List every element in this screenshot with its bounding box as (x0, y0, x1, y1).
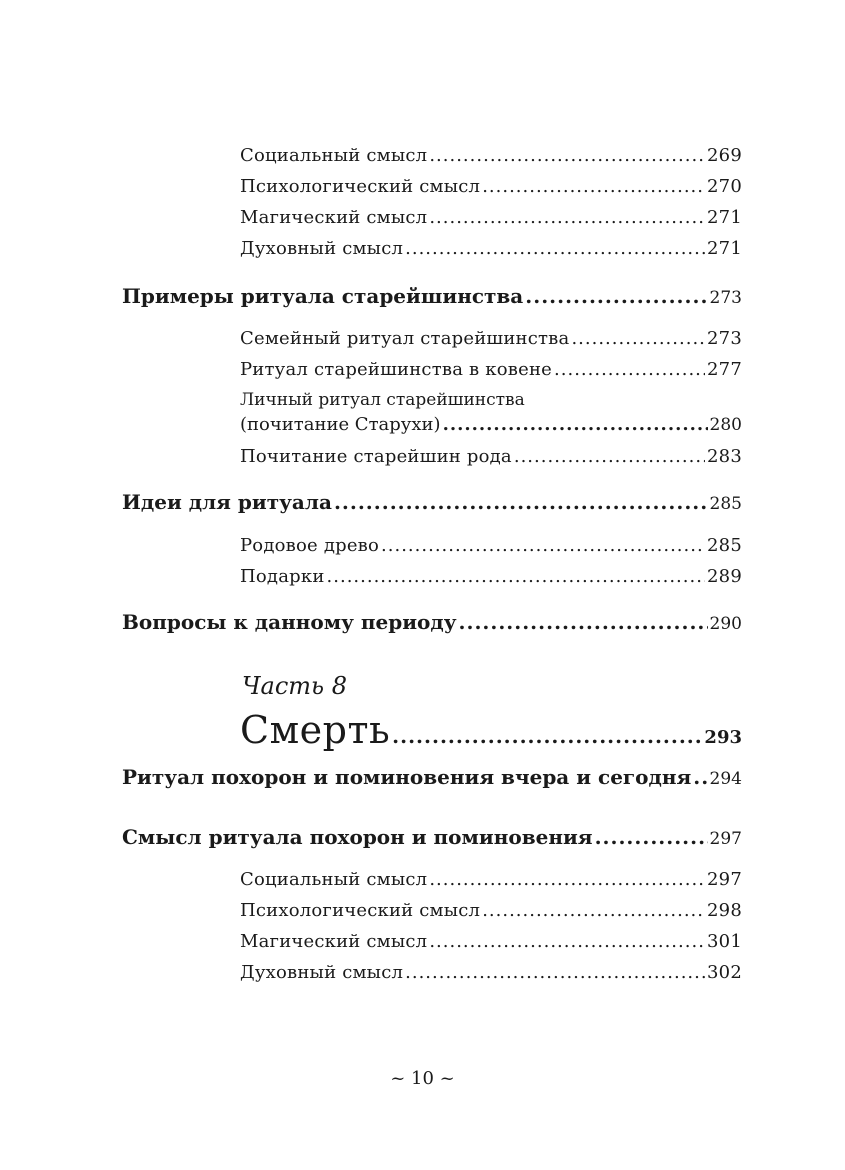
toc-entry[interactable] (240, 869, 742, 890)
toc-section[interactable] (122, 610, 742, 634)
leader-dots (429, 207, 705, 228)
toc-entry[interactable] (240, 328, 742, 349)
leader-dots (429, 145, 705, 166)
toc-entry[interactable] (240, 962, 742, 983)
toc-entry-page: 283 (707, 446, 742, 467)
toc-entry-page: 270 (707, 176, 742, 197)
toc-entry-title: Магический смысл (240, 931, 428, 952)
toc-entry[interactable] (240, 145, 742, 166)
leader-dots (429, 931, 705, 952)
toc-entry-title: Психологический смысл (240, 900, 481, 921)
leader-dots (595, 825, 708, 849)
toc-section-page: 273 (709, 288, 742, 308)
toc-section[interactable] (122, 765, 742, 789)
leader-dots (459, 610, 708, 634)
leader-dots (482, 900, 705, 921)
toc-entry-title: Магический смысл (240, 207, 428, 228)
toc-entry-page: 273 (707, 328, 742, 349)
toc-entry-title: Ритуал старейшинства в ковене (240, 359, 553, 380)
leader-dots (525, 284, 707, 308)
toc-entry-page: 285 (707, 535, 742, 556)
leader-dots (405, 962, 705, 983)
toc-entry-page: 298 (707, 900, 742, 921)
toc-section[interactable] (122, 490, 742, 514)
toc-entry-title: Семейный ритуал старейшинства (240, 328, 570, 349)
toc-section-title: Идеи для ритуала (122, 490, 332, 514)
toc-section-title: Ритуал похорон и поминовения вчера и сегодня (122, 765, 692, 789)
toc-entry-page: 269 (707, 145, 742, 166)
leader-dots (429, 869, 705, 890)
toc-entry-title: Духовный смысл (240, 962, 404, 983)
leader-dots (693, 765, 707, 789)
part-page: 293 (704, 727, 742, 748)
toc-entry-page: 277 (707, 359, 742, 380)
part-title: Смерть (240, 708, 391, 752)
toc-entry[interactable] (240, 931, 742, 952)
part-label: Часть 8 (242, 672, 348, 700)
leader-dots (334, 490, 708, 514)
toc-section[interactable] (122, 284, 742, 308)
toc-entry[interactable] (240, 446, 742, 467)
toc-section-title: Смысл ритуала похорон и поминовения (122, 825, 593, 849)
toc-entry-two-line[interactable] (240, 390, 742, 435)
toc-entry[interactable] (240, 359, 742, 380)
toc-entry-title: Родовое древо (240, 535, 380, 556)
toc-entry-title: Почитание старейшин рода (240, 446, 512, 467)
toc-entry-page: 289 (707, 566, 742, 587)
toc-entry-title-line1: Личный ритуал старейшинства (240, 390, 525, 410)
toc-entry[interactable] (240, 535, 742, 556)
leader-dots (514, 446, 705, 467)
leader-dots (381, 535, 705, 556)
toc-entry[interactable] (240, 207, 742, 228)
toc-entry-title: Социальный смысл (240, 869, 428, 890)
toc-section[interactable] (122, 825, 742, 849)
toc-section-title: Вопросы к данному периоду (122, 610, 457, 634)
leader-dots (392, 724, 702, 748)
leader-dots (443, 414, 708, 435)
leader-dots (482, 176, 705, 197)
toc-section-page: 294 (709, 769, 742, 789)
toc-entry-page: 271 (707, 207, 742, 228)
toc-entry-title: Духовный смысл (240, 238, 404, 259)
toc-entry-title: Подарки (240, 566, 325, 587)
part-heading[interactable] (240, 708, 742, 752)
leader-dots (327, 566, 706, 587)
toc-entry-page: 297 (707, 869, 742, 890)
toc-section-page: 297 (709, 829, 742, 849)
toc-entry-title: Психологический смысл (240, 176, 481, 197)
toc-entry-page: 271 (707, 238, 742, 259)
toc-section-title: Примеры ритуала старейшинства (122, 284, 524, 308)
toc-entry-page: 301 (707, 931, 742, 952)
toc-entry[interactable] (240, 566, 742, 587)
toc-entry[interactable] (240, 176, 742, 197)
toc-entry-page: 302 (707, 962, 742, 983)
toc-section-page: 285 (709, 494, 742, 514)
toc-entry-title-line2: (почитание Старухи) (240, 414, 441, 435)
page-number: ~ 10 ~ (390, 1068, 455, 1089)
leader-dots (405, 238, 705, 259)
toc-section-page: 290 (709, 614, 742, 634)
toc-entry-page: 280 (709, 415, 742, 435)
toc-entry[interactable] (240, 238, 742, 259)
toc-entry[interactable] (240, 900, 742, 921)
toc-entry-title: Социальный смысл (240, 145, 428, 166)
leader-dots (554, 359, 705, 380)
leader-dots (571, 328, 705, 349)
